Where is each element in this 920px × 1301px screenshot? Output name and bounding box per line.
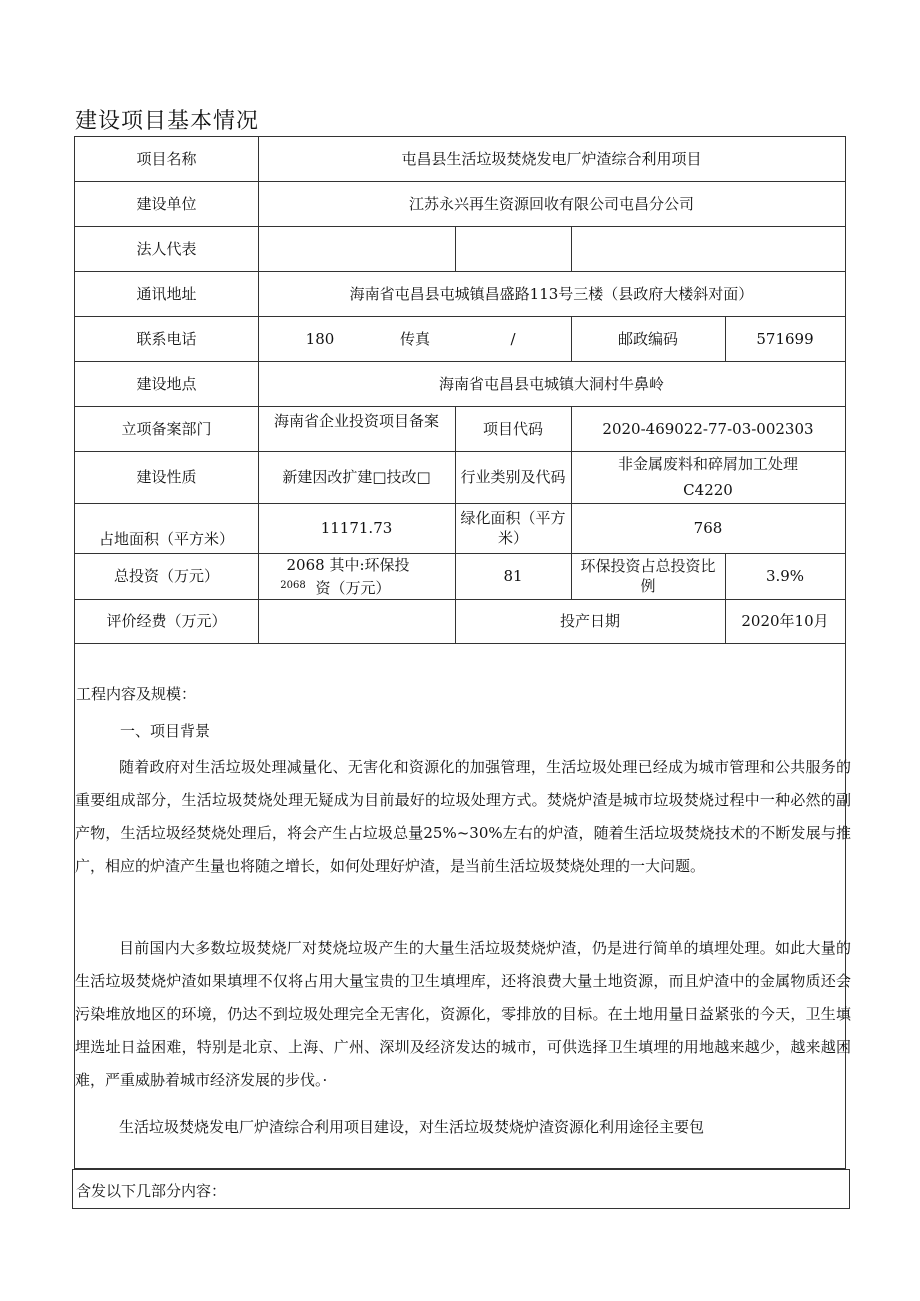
- fax-value: /: [510, 329, 516, 348]
- ratio-value: 3.9%: [765, 567, 805, 585]
- section-heading: 一、项目背景: [120, 722, 211, 740]
- legal-rep-label: 法人代表: [136, 239, 197, 258]
- area-value: 11171.73: [320, 519, 393, 537]
- production-label: 投产日期: [559, 612, 620, 630]
- page-title: 建设项目基本情况: [75, 109, 260, 134]
- address-label: 通讯地址: [136, 284, 197, 303]
- nature-value: 新建因改扩建□技改□: [282, 468, 431, 486]
- paragraph-2: 目前国内大多数垃圾焚烧厂对焚烧垃圾产生的大量生活垃圾焚烧炉渣，仍是进行简单的填埋处理。如此大量的生活垃圾焚烧炉渣如果填埋不仅将占用大量宝贵的卫生填埋库，还将浪费大量土地资源，而且炉渣中的金属物质还会污染堆放地区的环境，仍达不到垃圾处理完全无害化，资源化，零排放的目标。在土地用量日益紧张的今天，卫生填埋选址日益困难，特别是北京、上海、广州、深圳及经济发达的城市，可供选择卫生填埋的用地越来越少，越来越困难，严重威胁着城市经济发展的步伐。·: [75, 939, 851, 1089]
- content-heading: 工程内容及规模：: [76, 685, 197, 703]
- builder-value: 江苏永兴再生资源回收有限公司屯昌分公司: [408, 194, 694, 213]
- invest-value-line2: 资（万元）: [315, 578, 391, 597]
- env-invest-value: 81: [503, 567, 523, 585]
- site-value: 海南省屯昌县屯城镇大洞村牛鼻岭: [438, 374, 664, 393]
- postcode-value: 571699: [756, 329, 814, 348]
- filing-value: 海南省企业投资项目备案: [273, 412, 439, 430]
- paragraph-1: 随着政府对生活垃圾处理减量化、无害化和资源化的加强管理，生活垃圾处理已经成为城市管理和公共服务的重要组成部分，生活垃圾焚烧处理无疑成为目前最好的垃圾处理方式。焚烧炉渣是城市垃圾焚烧过程中一种必然的副产物，生活垃圾经焚烧处理后，将会产生占垃圾总量25%~30%左右的炉渣，随着生活垃圾焚烧技术的不断发展与推广，相应的炉渣产生量也将随之增长，如何处理好炉渣，是当前生活垃圾焚烧处理的一大问题。: [75, 758, 851, 875]
- builder-label: 建设单位: [136, 194, 197, 213]
- green-label: 绿化面积（平方米）: [460, 509, 566, 547]
- postcode-label: 邮政编码: [617, 329, 678, 348]
- code-label: 项目代码: [482, 419, 543, 438]
- phone-value: 180: [305, 329, 335, 348]
- production-value: 2020年10月: [741, 612, 829, 630]
- industry-value-2: C4220: [683, 481, 733, 499]
- invest-label: 总投资（万元）: [113, 567, 219, 585]
- industry-value-1: 非金属废料和碎屑加工处理: [617, 455, 798, 473]
- phone-label: 联系电话: [136, 329, 197, 348]
- industry-label: 行业类别及代码: [460, 468, 566, 486]
- code-value: 2020-469022-77-03-002303: [602, 419, 814, 438]
- invest-value-line1: 2068 其中:环保投: [286, 555, 410, 574]
- filing-label: 立项备案部门: [121, 419, 212, 438]
- project-name-label: 项目名称: [136, 150, 197, 168]
- paragraph-3: 生活垃圾焚烧发电厂炉渣综合利用项目建设，对生活垃圾焚烧炉渣资源化利用途径主要包: [119, 1118, 705, 1136]
- nature-label: 建设性质: [136, 468, 197, 486]
- site-label: 建设地点: [136, 374, 197, 393]
- paragraph-4: 含发以下几部分内容：: [76, 1182, 227, 1200]
- green-value: 768: [693, 519, 723, 537]
- fax-label: 传真: [399, 329, 430, 348]
- invest-value-small: 2068: [280, 580, 306, 591]
- info-table: [74, 136, 846, 644]
- project-name-value: 屯昌县生活垃圾焚烧发电厂炉渣综合利用项目: [401, 150, 702, 168]
- address-value: 海南省屯昌县屯城镇昌盛路113号三楼（县政府大楼斜对面）: [349, 284, 754, 303]
- area-label: 占地面积（平方米）: [98, 530, 234, 548]
- ratio-label: 环保投资占总投资比例: [580, 557, 716, 595]
- eval-fee-label: 评价经费（万元）: [106, 612, 227, 630]
